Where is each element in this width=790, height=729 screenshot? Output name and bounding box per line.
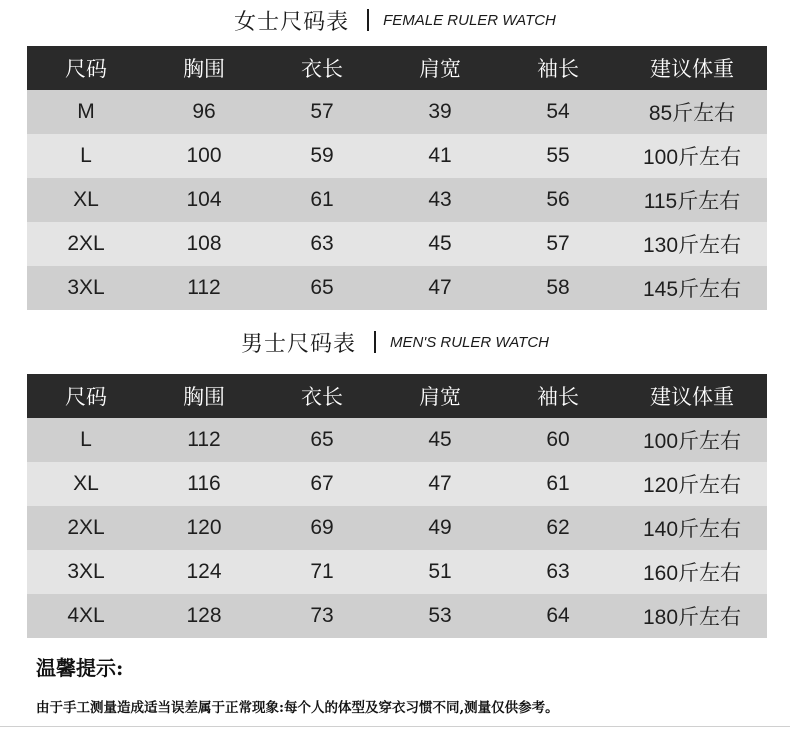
header-length: 衣长	[301, 57, 343, 81]
cell-size: L	[80, 144, 92, 167]
cell-length: 73	[310, 604, 334, 627]
male-size-table	[27, 374, 767, 638]
cell-weight: 130斤左右	[642, 234, 742, 257]
title-divider	[367, 9, 369, 31]
cell-length: 65	[310, 428, 334, 451]
tips-text: 由于手工测量造成适当误差属于正常现象:每个人的体型及穿衣习惯不同,测量仅供参考。	[36, 700, 559, 716]
cell-sleeve: 56	[546, 188, 570, 211]
cell-size: XL	[73, 188, 99, 211]
cell-size: M	[77, 100, 95, 123]
cell-chest: 120	[186, 516, 222, 539]
bottom-divider	[0, 726, 790, 727]
cell-size: L	[80, 428, 92, 451]
cell-shoulder: 39	[428, 100, 452, 123]
cell-length: 67	[310, 472, 334, 495]
cell-chest: 112	[187, 428, 221, 451]
cell-length: 71	[310, 560, 334, 583]
table-row	[27, 222, 767, 266]
cell-sleeve: 61	[546, 472, 570, 495]
cell-weight: 85斤左右	[648, 102, 736, 125]
table-row	[27, 178, 767, 222]
female-title-cn: 女士尺码表	[234, 9, 350, 35]
table-row	[27, 506, 767, 550]
cell-chest: 112	[187, 276, 221, 299]
female-title-en: FEMALE RULER WATCH	[383, 11, 556, 29]
tips-title: 温馨提示:	[36, 656, 124, 680]
table-header-row	[27, 374, 767, 418]
cell-weight: 160斤左右	[642, 562, 742, 585]
cell-sleeve: 62	[546, 516, 570, 539]
cell-size: 3XL	[67, 560, 105, 583]
cell-chest: 104	[186, 188, 222, 211]
header-sleeve: 袖长	[537, 57, 579, 81]
cell-length: 61	[310, 188, 334, 211]
cell-weight: 100斤左右	[642, 146, 742, 169]
header-shoulder: 肩宽	[419, 57, 461, 81]
cell-weight: 115斤左右	[643, 190, 741, 213]
cell-weight: 140斤左右	[642, 518, 742, 541]
cell-shoulder: 47	[428, 276, 452, 299]
male-table-title	[0, 322, 790, 362]
cell-shoulder: 45	[428, 232, 452, 255]
cell-sleeve: 57	[546, 232, 570, 255]
header-length: 衣长	[301, 385, 343, 409]
cell-shoulder: 49	[428, 516, 452, 539]
cell-sleeve: 64	[546, 604, 570, 627]
male-title-cn: 男士尺码表	[240, 331, 356, 357]
header-weight: 建议体重	[650, 57, 734, 81]
cell-shoulder: 41	[428, 144, 452, 167]
cell-size: 2XL	[67, 516, 105, 539]
table-row	[27, 90, 767, 134]
cell-length: 63	[310, 232, 334, 255]
cell-chest: 124	[186, 560, 222, 583]
cell-weight: 145斤左右	[642, 278, 742, 301]
male-title-en: MEN'S RULER WATCH	[390, 333, 549, 351]
header-chest: 胸围	[183, 57, 225, 81]
cell-size: 3XL	[67, 276, 105, 299]
cell-chest: 96	[192, 100, 216, 123]
header-shoulder: 肩宽	[419, 385, 461, 409]
table-row	[27, 462, 767, 506]
cell-shoulder: 45	[428, 428, 452, 451]
title-divider	[374, 331, 376, 353]
table-row	[27, 266, 767, 310]
cell-chest: 116	[187, 472, 221, 495]
cell-sleeve: 58	[546, 276, 570, 299]
cell-sleeve: 60	[546, 428, 570, 451]
cell-sleeve: 54	[546, 100, 570, 123]
header-weight: 建议体重	[650, 385, 734, 409]
cell-weight: 100斤左右	[642, 430, 742, 453]
cell-length: 57	[310, 100, 334, 123]
cell-weight: 180斤左右	[642, 606, 742, 629]
cell-shoulder: 43	[428, 188, 452, 211]
cell-chest: 108	[186, 232, 222, 255]
table-row	[27, 550, 767, 594]
table-row	[27, 134, 767, 178]
cell-size: 2XL	[67, 232, 105, 255]
cell-size: 4XL	[67, 604, 105, 627]
cell-sleeve: 55	[546, 144, 570, 167]
header-sleeve: 袖长	[537, 385, 579, 409]
female-table-title	[0, 0, 790, 40]
header-chest: 胸围	[183, 385, 225, 409]
cell-length: 69	[310, 516, 334, 539]
cell-shoulder: 51	[428, 560, 452, 583]
table-row	[27, 418, 767, 462]
cell-shoulder: 53	[428, 604, 452, 627]
header-size: 尺码	[65, 57, 107, 81]
cell-size: XL	[73, 472, 99, 495]
table-header-row	[27, 46, 767, 90]
cell-weight: 120斤左右	[642, 474, 742, 497]
cell-chest: 100	[186, 144, 222, 167]
cell-length: 65	[310, 276, 334, 299]
header-size: 尺码	[65, 385, 107, 409]
table-row	[27, 594, 767, 638]
female-size-table	[27, 46, 767, 310]
cell-shoulder: 47	[428, 472, 452, 495]
cell-length: 59	[310, 144, 334, 167]
cell-chest: 128	[186, 604, 222, 627]
cell-sleeve: 63	[546, 560, 570, 583]
